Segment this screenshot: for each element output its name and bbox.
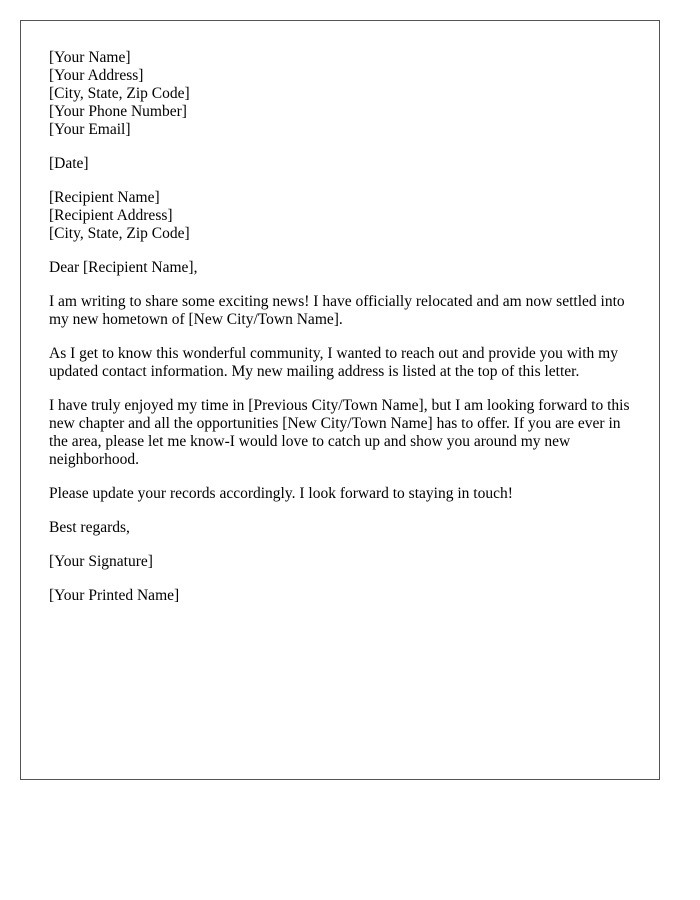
body-paragraph-2: As I get to know this wonderful community, I wanted to reach out and provide you with my updated contact information. My new mailing address is listed at the top of this letter.: [49, 345, 618, 380]
recipient-city-state-zip: [City, State, Zip Code]: [49, 225, 190, 242]
recipient-address: [Recipient Address]: [49, 207, 173, 224]
recipient-name: [Recipient Name]: [49, 189, 160, 206]
sender-name: [Your Name]: [49, 49, 131, 66]
letter-date: [Date]: [49, 155, 89, 172]
body-paragraph-4: Please update your records accordingly. I look forward to staying in touch!: [49, 485, 513, 502]
sender-phone: [Your Phone Number]: [49, 103, 187, 120]
recipient-block: [49, 189, 631, 243]
salutation: Dear [Recipient Name],: [49, 259, 198, 276]
body-paragraph-3: I have truly enjoyed my time in [Previous City/Town Name], but I am looking forward to this new chapter and all the opportunities [New City/Town Name] has to offer. If you are ever in the area, please let me know-I would love to catch up and show you around my new neighborhood.: [49, 397, 630, 468]
letter-page: [20, 20, 660, 780]
closing: Best regards,: [49, 519, 130, 536]
sender-email: [Your Email]: [49, 121, 131, 138]
sender-block: [49, 49, 631, 139]
sender-address: [Your Address]: [49, 67, 144, 84]
printed-name: [Your Printed Name]: [49, 587, 180, 604]
signature: [Your Signature]: [49, 553, 153, 570]
date-line: [49, 155, 631, 173]
body-paragraph-1: I am writing to share some exciting news! I have officially relocated and am now settled into my new hometown of [New City/Town Name].: [49, 293, 625, 328]
sender-city-state-zip: [City, State, Zip Code]: [49, 85, 190, 102]
